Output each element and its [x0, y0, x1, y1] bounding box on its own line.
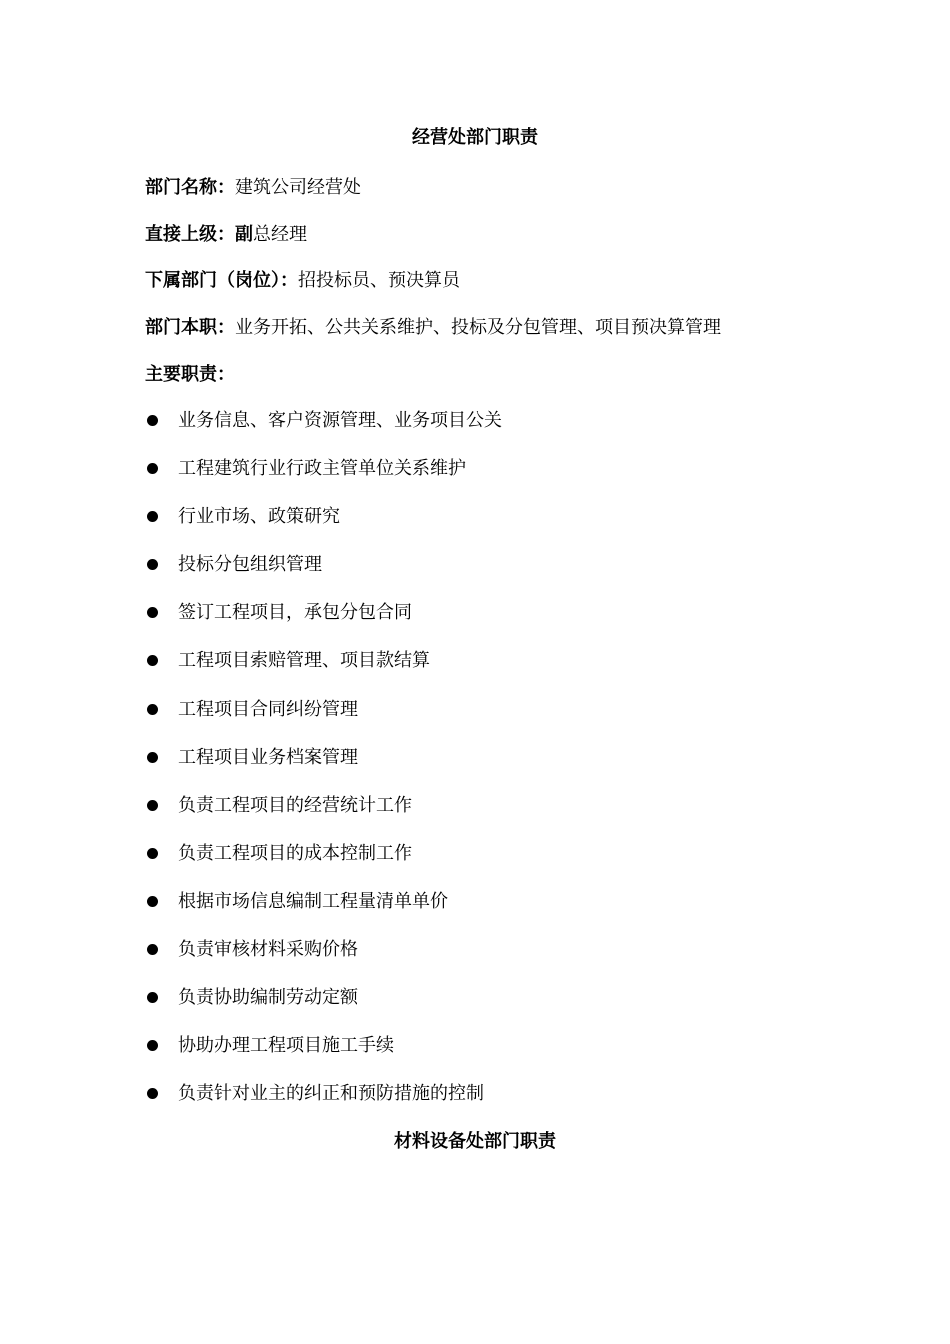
- main-duties-line: [145, 363, 235, 387]
- bullet-icon: [147, 559, 158, 570]
- list-item-text: 协助办理工程项目施工手续: [178, 1035, 394, 1057]
- list-item-text: 负责工程项目的经营统计工作: [178, 794, 412, 816]
- bullet-icon: [147, 992, 158, 1003]
- list-item-text: 业务信息、客户资源管理、业务项目公关: [178, 410, 502, 431]
- duty-line: [145, 316, 721, 340]
- superior-line: [145, 223, 307, 247]
- bullet-icon: [147, 1040, 158, 1051]
- dept-name-label: 部门名称：: [145, 177, 235, 198]
- dept-name-line: [145, 176, 361, 200]
- bullet-icon: [147, 944, 158, 955]
- list-item-text: 工程建筑行业行政主管单位关系维护: [178, 458, 466, 480]
- next-section-title: 材料设备处部门职责: [394, 1131, 556, 1152]
- list-item-text: 工程项目业务档案管理: [178, 746, 358, 768]
- list-item-text: 负责审核材料采购价格: [178, 939, 358, 961]
- list-item-text: 工程项目合同纠纷管理: [178, 698, 358, 720]
- dept-name-value: 建筑公司经营处: [235, 177, 361, 198]
- bullet-icon: [147, 1088, 158, 1099]
- page-title: 经营处部门职责: [412, 127, 538, 148]
- bullet-icon: [147, 463, 158, 474]
- superior-value: 总经理: [253, 224, 307, 245]
- bullet-icon: [147, 800, 158, 811]
- bullet-icon: [147, 752, 158, 763]
- list-item-text: 负责工程项目的成本控制工作: [178, 842, 412, 864]
- duty-label: 部门本职：: [145, 317, 235, 338]
- list-item-text: 签订工程项目，承包分包合同: [178, 602, 412, 624]
- superior-label: 直接上级：副: [145, 224, 253, 245]
- bullet-icon: [147, 415, 158, 426]
- bullet-icon: [147, 655, 158, 666]
- bullet-icon: [147, 896, 158, 907]
- list-item-text: 行业市场、政策研究: [178, 506, 340, 528]
- main-duties-label: 主要职责：: [145, 364, 235, 385]
- subordinates-label: 下属部门（岗位）：: [145, 270, 298, 291]
- list-item-text: 工程项目索赔管理、项目款结算: [178, 650, 430, 672]
- duty-value: 业务开拓、公共关系维护、投标及分包管理、项目预决算管理: [235, 317, 721, 338]
- subordinates-line: [145, 269, 460, 293]
- bullet-icon: [147, 704, 158, 715]
- list-item-text: 负责协助编制劳动定额: [178, 987, 358, 1009]
- list-item-text: 投标分包组织管理: [178, 554, 322, 576]
- list-item-text: 根据市场信息编制工程量清单单价: [178, 890, 448, 912]
- subordinates-value: 招投标员、预决算员: [298, 270, 460, 291]
- bullet-icon: [147, 511, 158, 522]
- bullet-icon: [147, 607, 158, 618]
- list-item-text: 负责针对业主的纠正和预防措施的控制: [178, 1083, 484, 1105]
- bullet-icon: [147, 848, 158, 859]
